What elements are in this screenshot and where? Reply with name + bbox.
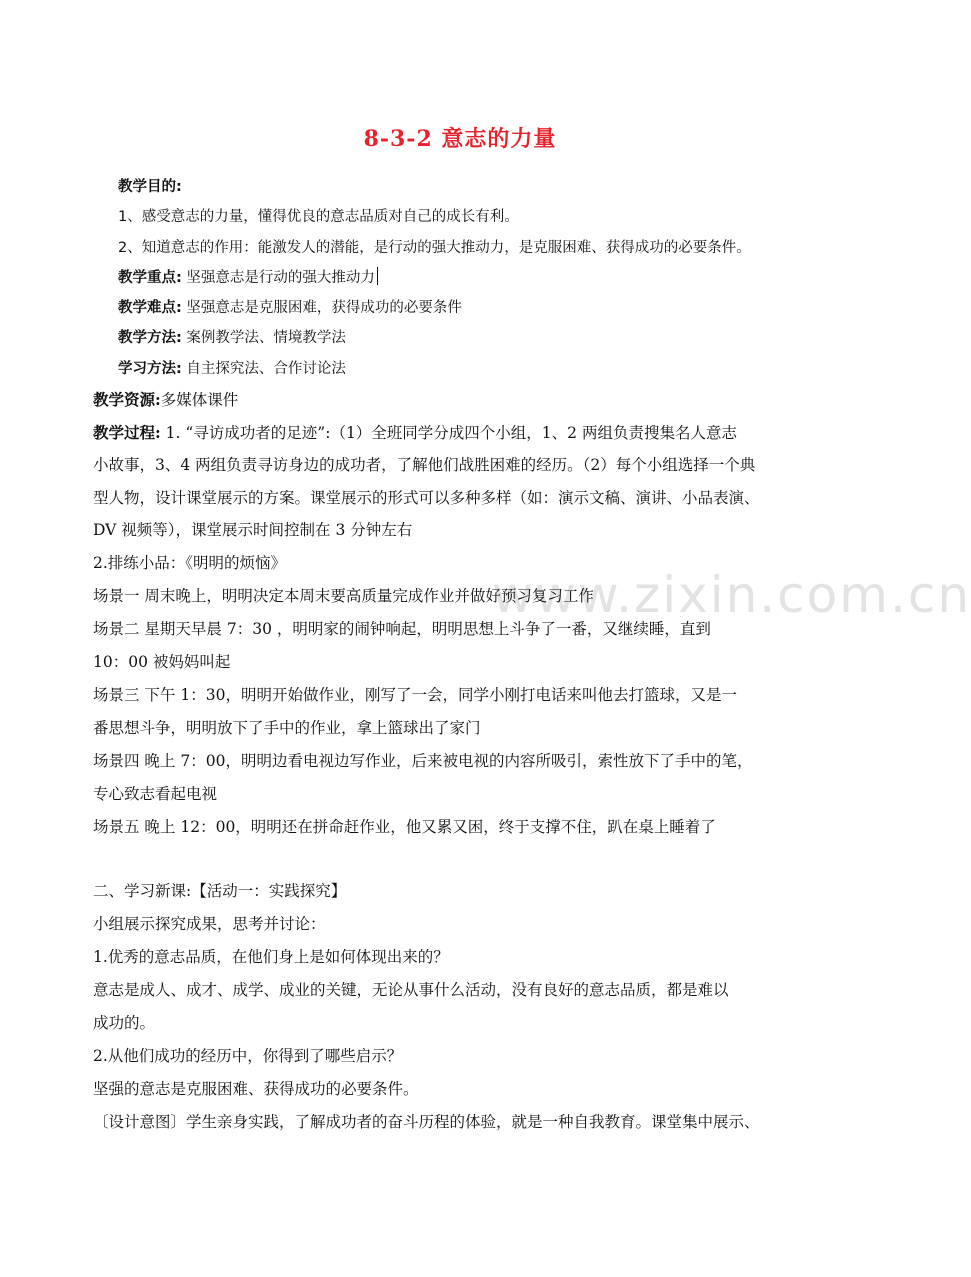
answer-1-line-2: 成功的。	[93, 1014, 156, 1032]
process-line-4: DV 视频等），课堂展示时间控制在 3 分钟左右	[93, 521, 413, 539]
scene-2-line-2: 10：00 被妈妈叫起	[93, 653, 231, 671]
scene-4-line-1: 场景四 晚上 7：00，明明边看电视边写作业，后来被电视的内容所吸引，索性放下了手中的笔，	[93, 752, 753, 770]
scene-2-line-1: 场景二 星期天早晨 7：30 ，明明家的闹钟响起，明明思想上斗争了一番，又继续睡，直到	[93, 620, 711, 638]
skit-title: 2.排练小品：《明明的烦恼》	[93, 554, 287, 572]
new-lesson-intro: 小组展示探究成果，思考并讨论：	[93, 915, 326, 933]
question-1: 1.优秀的意志品质，在他们身上是如何体现出来的？	[93, 948, 449, 966]
difficulty-label: 教学难点:	[118, 300, 182, 316]
answer-1-line-1: 意志是成人、成才、成学、成业的关键，无论从事什么活动，没有良好的意志品质，都是难以	[93, 981, 729, 999]
teaching-method-label: 教学方法:	[118, 330, 182, 346]
process-line-3: 型人物，设计课堂展示的方案。课堂展示的形式可以多种多样（如：演示文稿、演讲、小品表演、	[93, 489, 760, 507]
resources-row	[93, 389, 238, 411]
scene-5: 场景五 晚上 12：00，明明还在拼命赶作业，他又累又困，终于支撑不住，趴在桌上睡着了	[93, 818, 716, 836]
question-2: 2.从他们成功的经历中，你得到了哪些启示？	[93, 1047, 403, 1065]
objective-item-2: 2、知道意志的作用：能激发人的潜能，是行动的强大推动力，是克服困难、获得成功的必要条件。	[118, 240, 751, 256]
key-point-row	[118, 267, 378, 289]
learning-method-text: 自主探究法、合作讨论法	[181, 361, 346, 377]
difficulty-row	[118, 297, 462, 319]
scene-1: 场景一 周末晚上，明明决定本周末要高质量完成作业并做好预习复习工作	[93, 587, 594, 605]
process-line-2: 小故事，3、4 两组负责寻访身边的成功者，了解他们战胜困难的经历。（2）每个小组选择一个典	[93, 456, 756, 474]
learning-method-row	[118, 358, 346, 380]
scene-4-line-2: 专心致志看起电视	[93, 785, 218, 803]
new-lesson-heading: 二、学习新课:【活动一：实践探究】	[93, 882, 347, 900]
resources-label: 教学资源:	[93, 390, 161, 409]
key-point-text: 坚强意志是行动的强大推动力	[181, 270, 375, 286]
teaching-method-row	[118, 327, 346, 349]
objectives-heading: 教学目的:	[118, 179, 182, 195]
document-title: 8-3-2 意志的力量	[363, 126, 557, 152]
objective-item-1: 1、感受意志的力量，懂得优良的意志品质对自己的成长有利。	[118, 209, 519, 225]
scene-3-line-2: 番思想斗争，明明放下了手中的作业，拿上篮球出了家门	[93, 719, 481, 737]
process-line-1	[93, 422, 737, 444]
watermark: www.zixin.com.cn	[492, 566, 971, 624]
key-point-label: 教学重点:	[118, 270, 182, 286]
difficulty-text: 坚强意志是克服困难，获得成功的必要条件	[181, 300, 462, 316]
text-cursor	[377, 267, 379, 285]
process-text-1: 1. “寻访成功者的足迹”:（1）全班同学分成四个小组，1、2 两组负责搜集名人意志	[160, 424, 737, 442]
scene-3-line-1: 场景三 下午 1：30，明明开始做作业，刚写了一会，同学小刚打电话来叫他去打篮球，又是一	[93, 686, 737, 704]
design-intent: 〔设计意图〕学生亲身实践，了解成功者的奋斗历程的体验，就是一种自我教育。课堂集中展示、	[93, 1113, 760, 1131]
learning-method-label: 学习方法:	[118, 361, 182, 377]
resources-text: 多媒体课件	[160, 391, 239, 409]
teaching-method-text: 案例教学法、情境教学法	[181, 330, 346, 346]
process-label: 教学过程:	[93, 423, 161, 442]
answer-2: 坚强的意志是克服困难、获得成功的必要条件。	[93, 1080, 419, 1098]
